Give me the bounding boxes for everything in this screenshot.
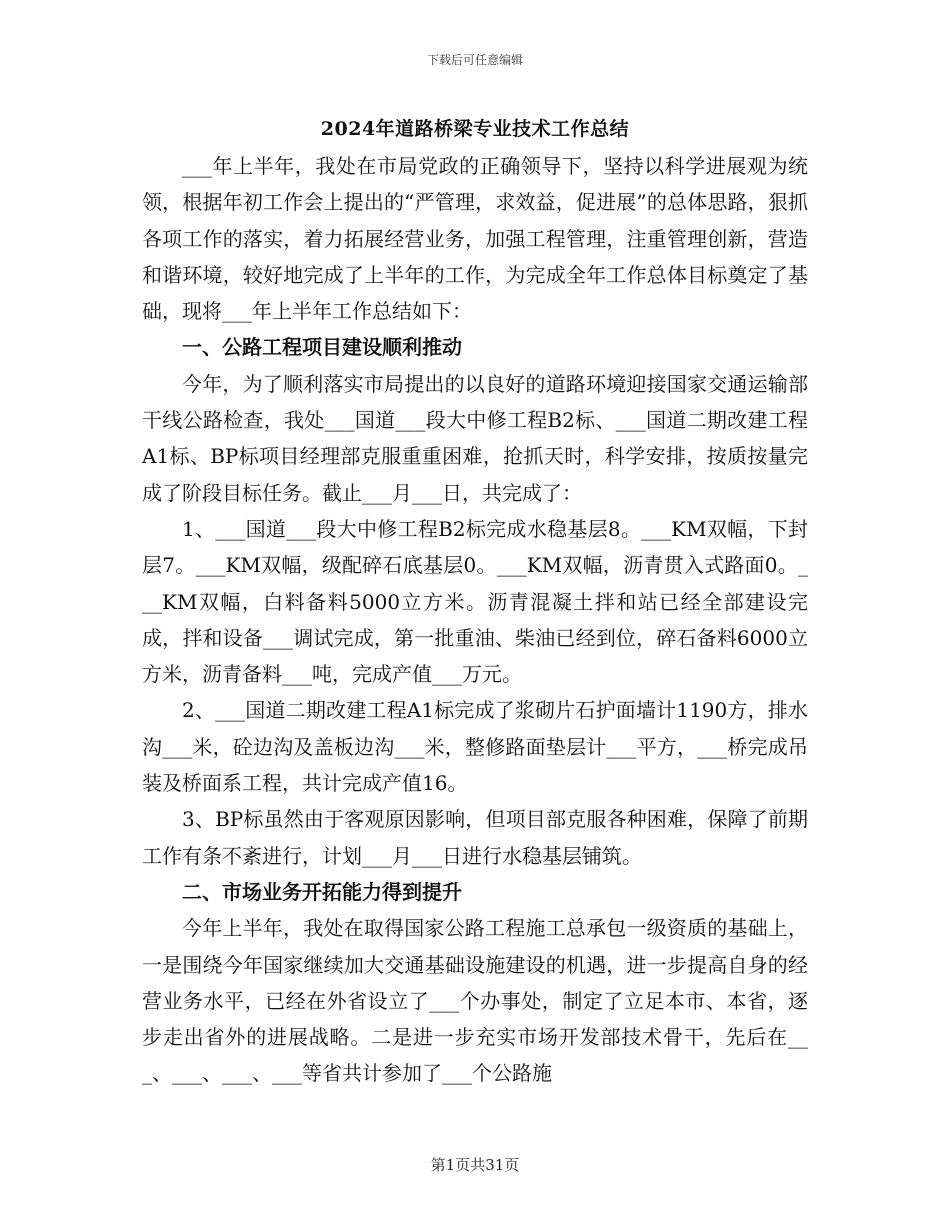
document-title: 2024年道路桥梁专业技术工作总结 — [320, 118, 630, 140]
paragraph-section1-intro: 今年，为了顺利落实市局提出的以良好的道路环境迎接国家交通运输部干线公路检查，我处___国道___段大中修工程B2标、___国道二期改建工程A1标、BP标项目经理部克服重重困难，抢抓天时，科学安排，按质按量完成了阶段目标任务。截止___月___日，共完成了： — [142, 371, 808, 505]
paragraph-item-2: 2、___国道二期改建工程A1标完成了浆砌片石护面墙计1190方，排水沟___米，砼边沟及盖板边沟___米，整修路面垫层计___平方，___桥完成吊装及桥面系工程，共计完成产值16。 — [142, 698, 808, 796]
document-body — [142, 148, 808, 1092]
paragraph-intro: ___年上半年，我处在市局党政的正确领导下，坚持以科学进展观为统领，根据年初工作会上提出的“严管理，求效益，促进展”的总体思路，狠抓各项工作的落实，着力拓展经营业务，加强工程管理，注重管理创新，营造和谐环境，较好地完成了上半年的工作，为完成全年工作总体目标奠定了基础，现将___年上半年工作总结如下： — [142, 154, 808, 324]
paragraph-section2-intro: 今年上半年，我处在取得国家公路工程施工总承包一级资质的基础上，一是围绕今年国家继续加大交通基础设施建设的机遇，进一步提高自身的经营业务水平，已经在外省设立了___个办事处，制定了立足本市、本省，逐步走出省外的进展战略。二是进一步充实市场开发部技术骨干，先后在___、___、___、___等省共计参加了___个公路施 — [142, 916, 808, 1086]
section-heading-1: 一、公路工程项目建设顺利推动 — [182, 335, 462, 360]
section-heading-2: 二、市场业务开拓能力得到提升 — [182, 879, 462, 904]
paragraph-item-3: 3、BP标虽然由于客观原因影响，但项目部克服各种困难，保障了前期工作有条不紊进行，计划___月___日进行水稳基层铺筑。 — [142, 807, 808, 868]
paragraph-item-1: 1、___国道___段大中修工程B2标完成水稳基层8。___KM双幅，下封层7。___KM双幅，级配碎石底基层0。___KM双幅，沥青贯入式路面0。___KM双幅，白料备料5000立方米。沥青混凝土拌和站已经全部建设完成，拌和设备___调试完成，第一批重油、柴油已经到位，碎石备料6000立方米，沥青备料___吨，完成产值___万元。 — [142, 516, 808, 687]
page-number: 第1页共31页 — [430, 1156, 520, 1174]
page-header-note: 下载后可任意编辑 — [426, 53, 523, 67]
